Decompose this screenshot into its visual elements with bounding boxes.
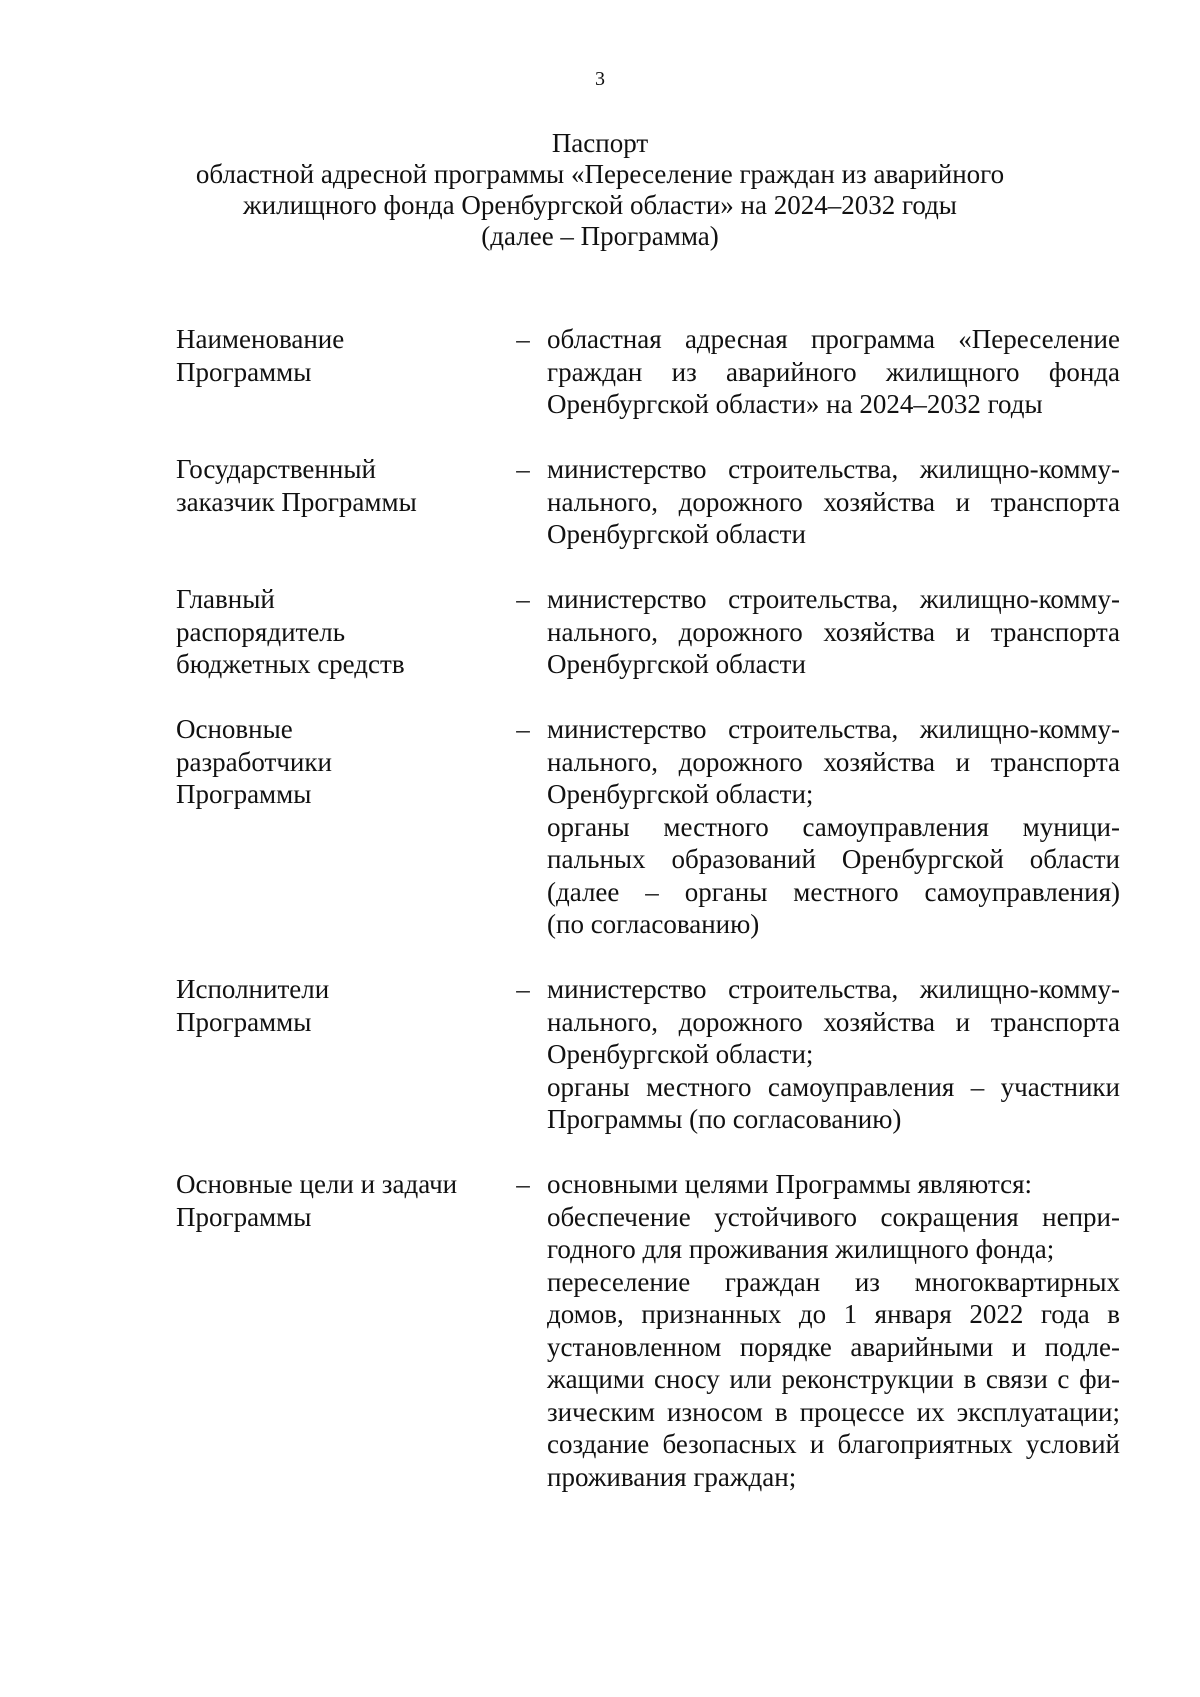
dash-separator: – (516, 974, 530, 1004)
row-value: министерство строительства, жилищно-комму- нального, дорожного хозяйства и транспорта Оренбургской области (547, 454, 1120, 549)
row-label: Государственный заказчик Программы (176, 454, 417, 517)
passport-row-executors (0, 973, 1200, 1168)
row-label: Основные разработчики Программы (176, 714, 332, 809)
row-value: основными целями Программы являются: обеспечение устойчивого сокращения непри- годного для проживания жилищного фонда; переселение граждан из многоквартирных домов, признанных до 1 января 2022 года в установленном порядке аварийными и подле- жащими сносу или реконструкции в связи с фи- зическим износом в процессе их эксплуатации; создание безопасных и благоприятных условий проживания граждан; (547, 1169, 1120, 1492)
dash-separator: – (516, 714, 530, 744)
dash-separator: – (516, 454, 530, 484)
dash-separator: – (516, 1169, 530, 1199)
title-line: жилищного фонда Оренбургской области» на 2024–2032 годы (243, 190, 957, 220)
row-label: Наименование Программы (176, 324, 345, 387)
row-value: министерство строительства, жилищно-комму- нального, дорожного хозяйства и транспорта Оренбургской области; органы местного самоуправления – участники Программы (по согласованию) (547, 974, 1120, 1134)
passport-table (0, 323, 1200, 1492)
passport-row-budget-manager (0, 583, 1200, 713)
page-number: 3 (595, 68, 605, 90)
row-value: министерство строительства, жилищно-комму- нального, дорожного хозяйства и транспорта Оренбургской области; органы местного самоуправления муници- пальных образований Оренбургской области (далее – органы местного самоуправления) (по согласованию) (547, 714, 1120, 939)
dash-separator: – (516, 324, 530, 354)
title-line: Паспорт (551, 128, 649, 158)
passport-row-name (0, 323, 1200, 453)
passport-row-developers (0, 713, 1200, 973)
passport-row-goals (0, 1168, 1200, 1492)
row-value: министерство строительства, жилищно-комму- нального, дорожного хозяйства и транспорта Оренбургской области (547, 584, 1120, 679)
title-line: (далее – Программа) (481, 221, 719, 251)
row-value: областная адресная программа «Переселение граждан из аварийного жилищного фонда Оренбургской области» на 2024–2032 годы (547, 324, 1120, 419)
passport-row-customer (0, 453, 1200, 583)
document-title (150, 128, 1050, 252)
row-label: Главный распорядитель бюджетных средств (176, 584, 405, 679)
row-label: Основные цели и задачи Программы (176, 1169, 458, 1232)
row-label: Исполнители Программы (176, 974, 330, 1037)
title-line: областной адресной программы «Переселение граждан из аварийного (195, 159, 1005, 189)
dash-separator: – (516, 584, 530, 614)
